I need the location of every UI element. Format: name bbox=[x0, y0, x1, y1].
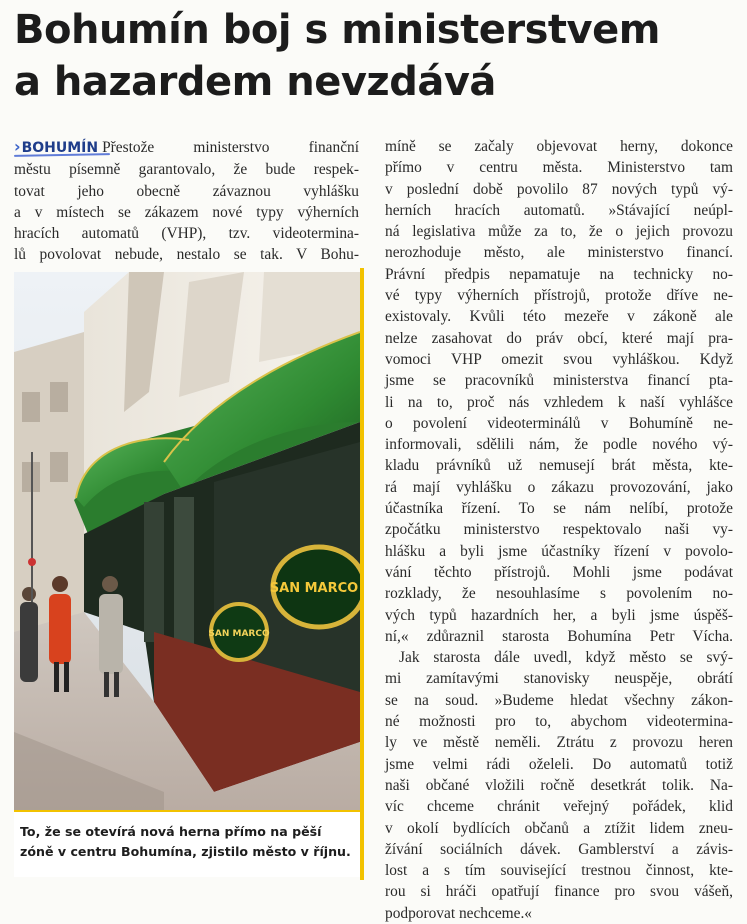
article-line: ní,« zdůraznil starosta Bohumína Petr Vícha. bbox=[385, 627, 733, 645]
kicker-arrow-icon: › bbox=[14, 137, 21, 156]
article-line: a v místech se zákazem nové typy výherních bbox=[14, 203, 359, 221]
sign-text-large: SAN MARCO bbox=[269, 581, 359, 596]
article-line: herních hracích automatů. »Stávající neúpl- bbox=[385, 201, 733, 219]
article-line: žívání sociálních dávek. Gamblerství a závis- bbox=[385, 840, 733, 858]
article-line: přímo v centru města. Ministerstvo tam bbox=[385, 159, 733, 177]
caption-accent-bar bbox=[360, 268, 364, 880]
article-line: nerozhoduje město, ale ministerstvo financí. bbox=[385, 244, 733, 262]
caption-line: To, že se otevírá nová herna přímo na pěší bbox=[20, 824, 322, 839]
article-line: nelze zasahovat do práv obcí, které mají pra- bbox=[385, 329, 733, 347]
article-line: v okolí bydlících občanů a ztížit lidem zneu- bbox=[385, 819, 733, 837]
article-line: městu písemně garantovalo, že bude respek- bbox=[14, 161, 359, 179]
article-line: vomoci VHP omezit svou vyhláškou. Když bbox=[385, 350, 733, 368]
article-line: lost a s tím související trestnou činnost, kte- bbox=[385, 862, 733, 880]
photo-casino-storefront bbox=[14, 272, 360, 810]
article-line: tovat jeho obecně závaznou vyhlášku bbox=[14, 182, 359, 200]
article-line: účastníka řízení. To se nám nelíbí, protože bbox=[385, 500, 733, 518]
article-line: zpočátku ministerstvo respektovalo naši vy- bbox=[385, 521, 733, 539]
article-line-paragraph-start: Jak starosta dále uvedl, když město se svý- bbox=[399, 649, 733, 667]
caption-line: zóně v centru Bohumína, zjistilo město v říjnu. bbox=[20, 844, 351, 859]
article-line: kladu právníků už nemusejí brát města, kte- bbox=[385, 457, 733, 475]
article-line: lů povolovat nebude, nestalo se tak. V Bohu- bbox=[14, 246, 359, 264]
article-line: vání těchto přístrojů. Mohli jsme podávat bbox=[385, 563, 733, 581]
article-line: rá mají vyhlášku o zákazu provozování, jako bbox=[385, 478, 733, 496]
sign-text-small: SAN MARCO bbox=[208, 629, 270, 639]
article-line: né možnosti pro to, abychom videotermina- bbox=[385, 713, 733, 731]
dateline-kicker: ›BOHUMÍN bbox=[14, 137, 99, 156]
article-line: o povolení videoterminálů v Bohumíně ne- bbox=[385, 414, 733, 432]
article-line: li na to, proč nás vzhledem k naší vyhlášce bbox=[385, 393, 733, 411]
san-marco-sign-right bbox=[270, 547, 360, 627]
article-line: víc chceme chránit veřejný pořádek, klid bbox=[385, 798, 733, 816]
article-line: rou si hráči opatřují finance pro svou vášeň, bbox=[385, 883, 733, 901]
article-line: se na soud. »Budeme hledat všechny zákon- bbox=[385, 691, 733, 709]
article-line: existovaly. Kvůli této mezeře v zákoně ale bbox=[385, 308, 733, 326]
article-line: vé typy výherních přístrojů, protože dříve ne- bbox=[385, 287, 733, 305]
article-line: vých typů hazardních her, a byli jsme úspěš- bbox=[385, 606, 733, 624]
headline bbox=[14, 4, 734, 108]
photo-credit bbox=[0, 638, 14, 798]
headline-line-1: Bohumín boj s ministerstvem bbox=[14, 7, 660, 53]
photo-caption bbox=[14, 810, 360, 877]
article-line: ly ve městě neměli. Ztrátu z provozu heren bbox=[385, 734, 733, 752]
headline-line-2: a hazardem nevzdává bbox=[14, 59, 496, 105]
article-line: rozklady, že nesouhlasíme s povolením no- bbox=[385, 585, 733, 603]
article-line: míně se začaly objevovat herny, dokonce bbox=[385, 138, 733, 155]
article-line: Právní předpis nepamatuje na technicky no- bbox=[385, 265, 733, 283]
article-line: naši občané vložili ročně desetkrát tolik. Na- bbox=[385, 776, 733, 794]
article-line-last: podporovat nechceme.« bbox=[385, 904, 533, 922]
article-line: mi zamítavými stanovisky neuspěje, obrátí bbox=[385, 670, 733, 688]
article-line: hlášku a byli jsme účastníky řízení v povolo- bbox=[385, 542, 733, 560]
article-line: jsme se pracovníků ministerstva financí pta- bbox=[385, 372, 733, 390]
article-line: ná legislativa může za to, že o jejich provozu bbox=[385, 223, 733, 241]
left-column-text bbox=[14, 136, 359, 266]
article-line: ›BOHUMÍN Přestože ministerstvo finanční bbox=[14, 137, 359, 156]
article-line: informovali, sdělili nám, že podle nového vý- bbox=[385, 436, 733, 454]
article-line: jsme velmi rádi oželeli. Do automatů totiž bbox=[385, 755, 733, 773]
article-line: v poslední době povolilo 87 nových typů vý- bbox=[385, 180, 733, 198]
article-line: hracích automatů (VHP), tzv. videotermina- bbox=[14, 225, 359, 243]
right-column-text bbox=[385, 136, 733, 924]
san-marco-sign-left bbox=[208, 604, 270, 660]
